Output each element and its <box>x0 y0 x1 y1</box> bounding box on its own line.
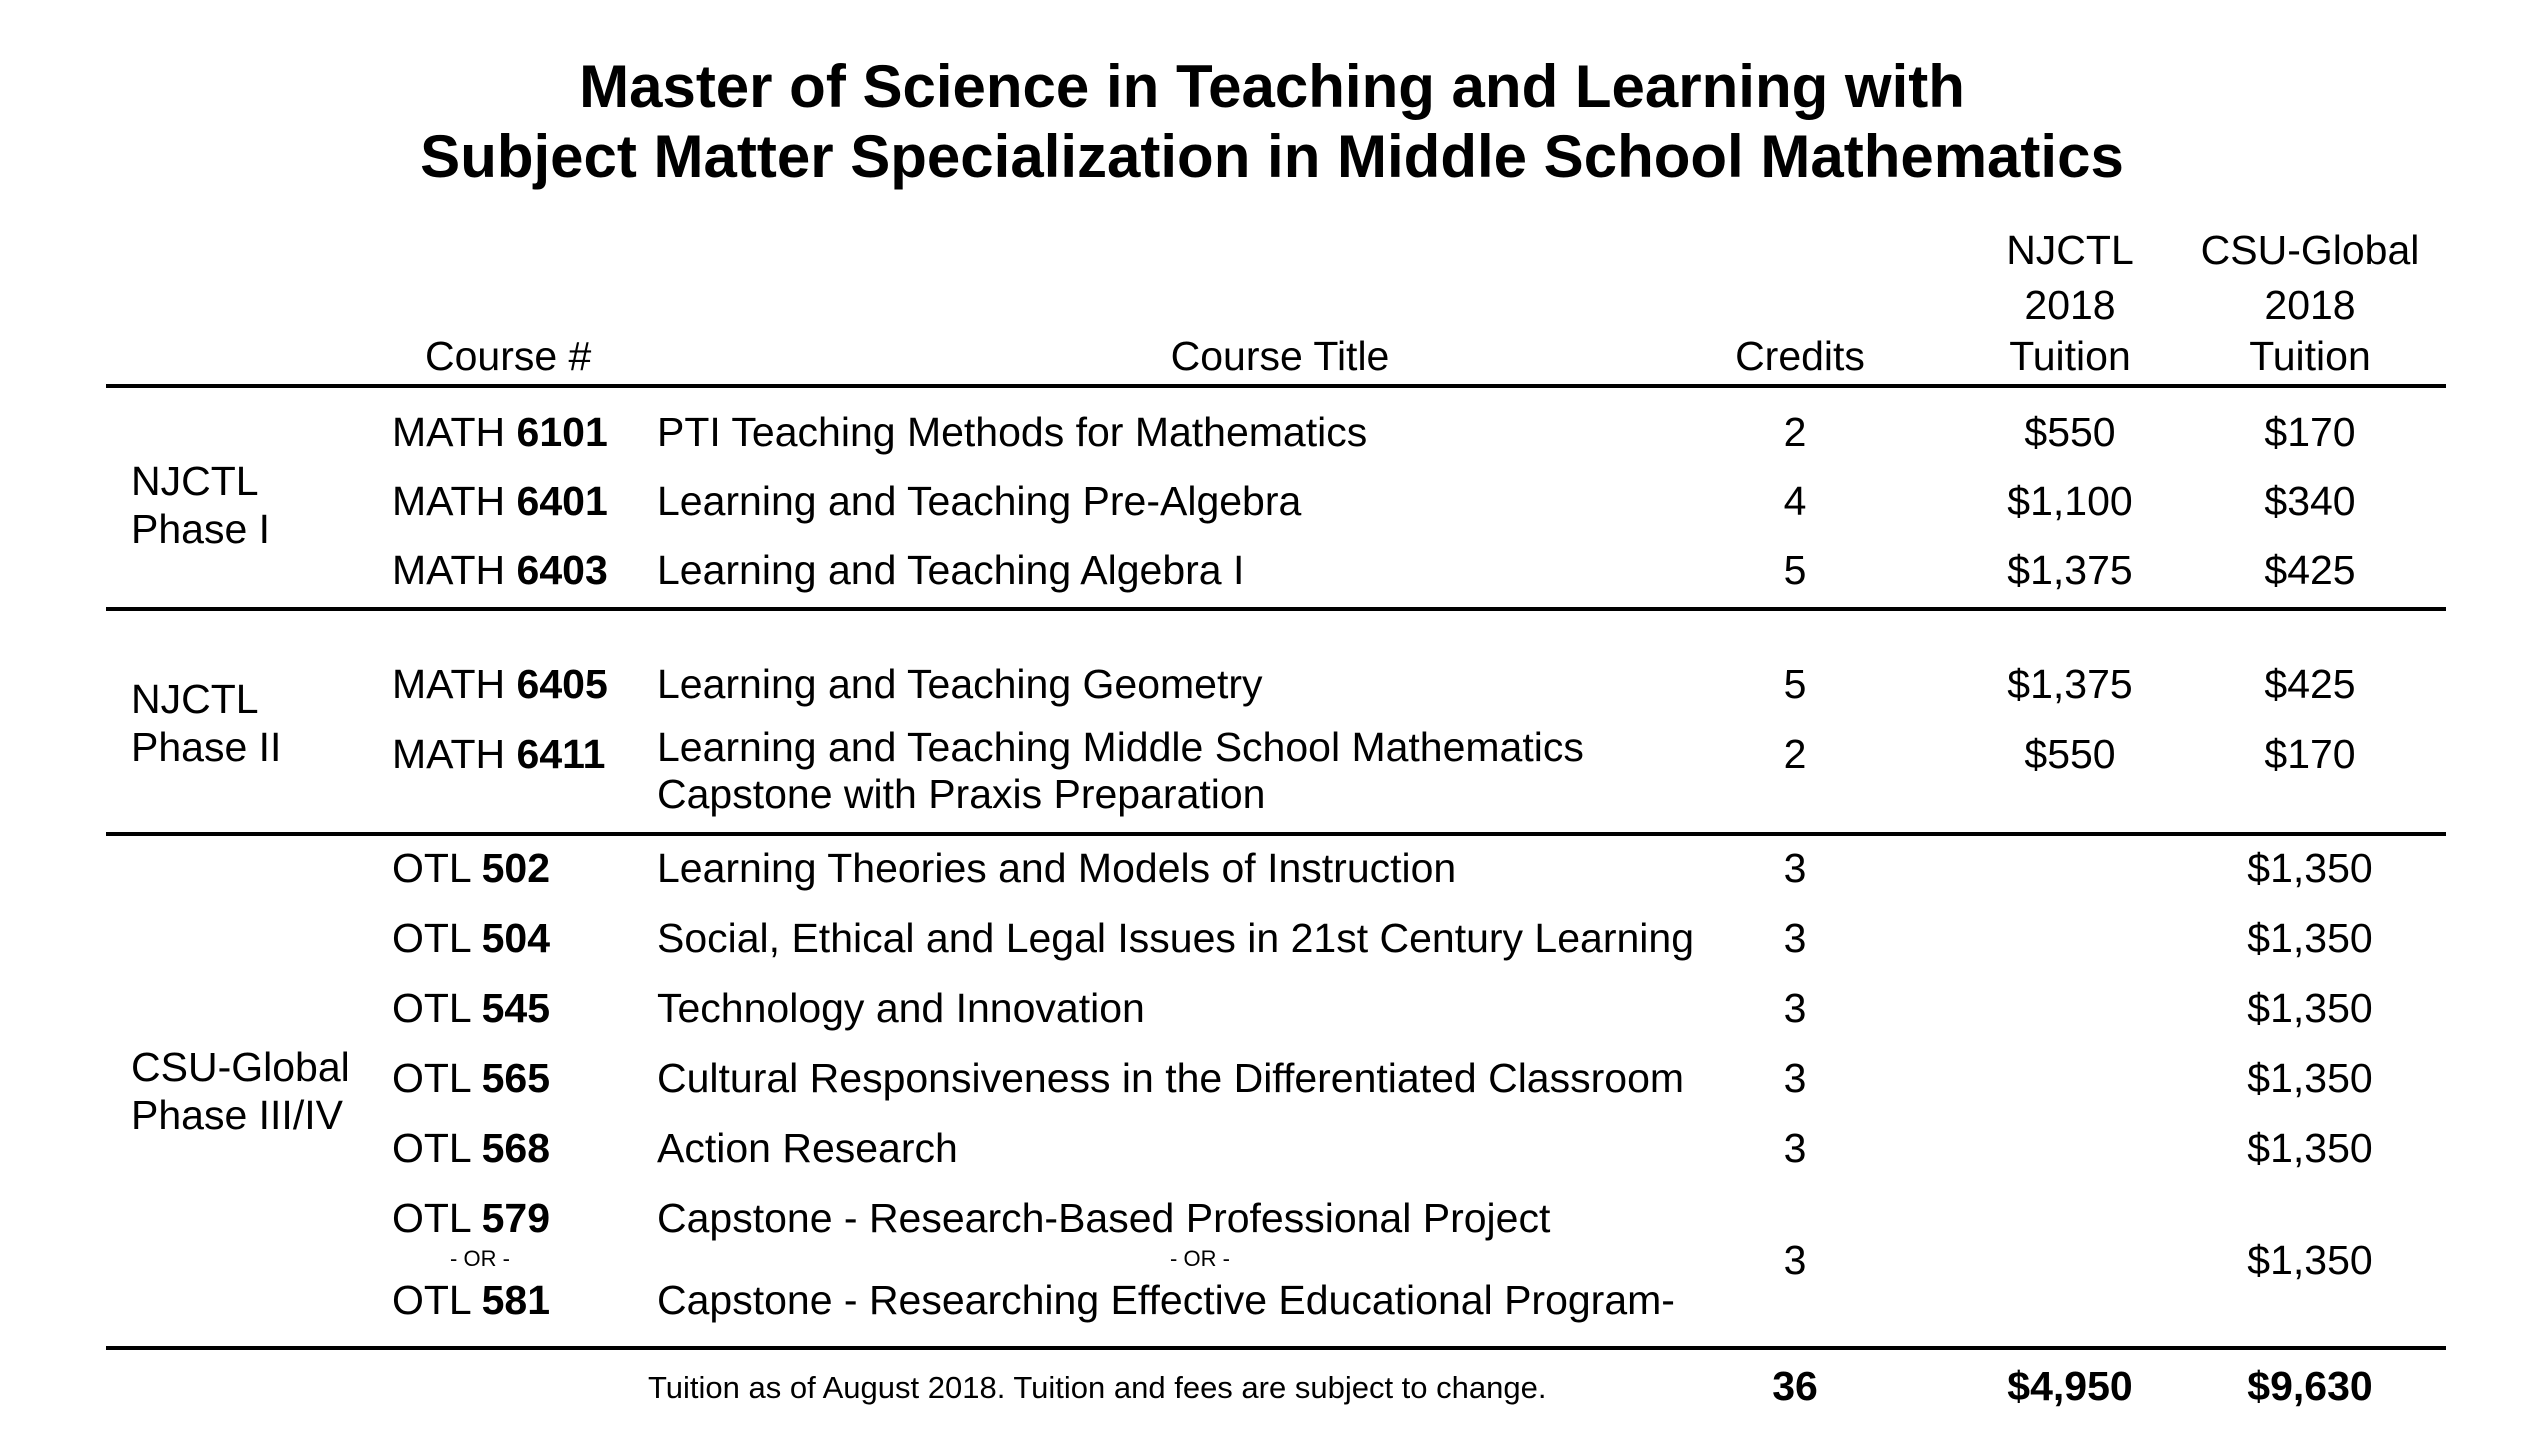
course-prefix: MATH <box>392 478 506 524</box>
csu-tuition-value: $1,350 <box>2247 985 2373 1031</box>
credits-value: 4 <box>1783 478 1807 524</box>
csu-tuition-value: $425 <box>2264 547 2356 593</box>
njctl-tuition-value: $550 <box>2024 409 2116 455</box>
credits-value: 5 <box>1783 547 1807 593</box>
course-number: 504 <box>481 915 551 961</box>
course-title: PTI Teaching Methods for Mathematics <box>657 409 1368 455</box>
course-number: 502 <box>481 845 551 891</box>
csu-tuition-value: $170 <box>2264 731 2356 777</box>
course-title: Learning and Teaching Algebra I <box>657 547 1245 593</box>
njctl-tuition-value: $1,375 <box>2007 661 2133 707</box>
or-separator-title: - OR - <box>1170 1246 1230 1271</box>
course-number: 545 <box>481 985 551 1031</box>
header-course-title: Course Title <box>1170 333 1390 379</box>
course-title: Action Research <box>657 1125 958 1171</box>
csu-tuition-value: $170 <box>2264 409 2356 455</box>
csu-tuition-value: $1,350 <box>2247 915 2373 961</box>
phase-2-label-line-2: Phase II <box>131 724 282 770</box>
table-row-alt <box>392 1276 550 1324</box>
csu-tuition-value: $1,350 <box>2247 845 2373 891</box>
phase-1-label-line-2: Phase I <box>131 506 271 552</box>
table-row <box>392 984 550 1032</box>
credits-value: 3 <box>1783 1125 1807 1171</box>
course-title: Learning and Teaching Middle School Mathematics <box>657 724 1584 770</box>
credits-value: 3 <box>1783 1055 1807 1101</box>
table-row <box>392 660 608 708</box>
course-number: 579 <box>481 1195 551 1241</box>
course-number: 6405 <box>516 661 608 707</box>
course-number: 6401 <box>516 478 608 524</box>
header-csu-line-3: Tuition <box>2249 333 2371 379</box>
course-prefix: MATH <box>392 547 506 593</box>
page-title-line-2: Subject Matter Specialization in Middle School Mathematics <box>420 123 2124 190</box>
njctl-tuition-total: $4,950 <box>2007 1363 2133 1409</box>
course-prefix: OTL <box>392 845 471 891</box>
credits-value: 3 <box>1783 915 1807 961</box>
credits-value: 3 <box>1783 1237 1807 1283</box>
course-prefix: OTL <box>392 1055 471 1101</box>
credits-value: 2 <box>1783 731 1807 777</box>
tuition-note: Tuition as of August 2018. Tuition and fees are subject to change. <box>648 1370 1547 1405</box>
course-number: 6411 <box>516 731 606 777</box>
course-prefix: OTL <box>392 915 471 961</box>
credits-value: 2 <box>1783 409 1807 455</box>
csu-tuition-value: $1,350 <box>2247 1237 2373 1283</box>
course-number: 6101 <box>516 409 608 455</box>
credits-value: 5 <box>1783 661 1807 707</box>
course-title: Capstone - Research-Based Professional Project <box>657 1195 1551 1241</box>
csu-tuition-value: $340 <box>2264 478 2356 524</box>
course-prefix: OTL <box>392 1195 471 1241</box>
table-row <box>392 914 550 962</box>
table-row <box>392 546 608 594</box>
course-prefix: OTL <box>392 985 471 1031</box>
credits-total: 36 <box>1772 1363 1818 1409</box>
course-title: Learning and Teaching Pre-Algebra <box>657 478 1302 524</box>
course-title-line-2: Capstone with Praxis Preparation <box>657 771 1266 817</box>
csu-tuition-total: $9,630 <box>2247 1363 2373 1409</box>
phase-1-label-line-1: NJCTL <box>131 458 259 504</box>
table-row <box>392 408 608 456</box>
course-title-alt: Capstone - Researching Effective Educational Program- <box>657 1277 1675 1323</box>
credits-value: 3 <box>1783 985 1807 1031</box>
phase-3-label-line-1: CSU-Global <box>131 1044 350 1090</box>
course-prefix: MATH <box>392 409 506 455</box>
table-row <box>392 730 605 778</box>
course-prefix: OTL <box>392 1125 471 1171</box>
phase-2-divider <box>106 832 2446 836</box>
table-row <box>392 1124 550 1172</box>
course-title: Learning Theories and Models of Instruction <box>657 845 1457 891</box>
njctl-tuition-value: $1,375 <box>2007 547 2133 593</box>
header-njctl-line-2: 2018 <box>2024 282 2116 328</box>
course-title: Learning and Teaching Geometry <box>657 661 1263 707</box>
header-credits: Credits <box>1735 333 1865 379</box>
phase-3-label-line-2: Phase III/IV <box>131 1092 343 1138</box>
page-title-line-1: Master of Science in Teaching and Learning with <box>579 53 1965 120</box>
header-csu-line-1: CSU-Global <box>2200 227 2420 273</box>
phase-1-divider <box>106 607 2446 611</box>
table-row <box>392 477 608 525</box>
csu-tuition-value: $1,350 <box>2247 1055 2373 1101</box>
course-title: Social, Ethical and Legal Issues in 21st Century Learning <box>657 915 1695 961</box>
course-number: 6403 <box>516 547 608 593</box>
course-number: 565 <box>481 1055 551 1101</box>
csu-tuition-value: $425 <box>2264 661 2356 707</box>
phase-2-label-line-1: NJCTL <box>131 676 259 722</box>
footer-divider <box>106 1346 2446 1350</box>
table-row <box>392 844 550 892</box>
course-number: 568 <box>481 1125 551 1171</box>
or-separator-course: - OR - <box>450 1246 510 1271</box>
header-njctl-line-3: Tuition <box>2009 333 2131 379</box>
header-csu-line-2: 2018 <box>2264 282 2356 328</box>
course-title: Technology and Innovation <box>657 985 1145 1031</box>
credits-value: 3 <box>1783 845 1807 891</box>
course-prefix: OTL <box>392 1277 471 1323</box>
njctl-tuition-value: $1,100 <box>2007 478 2133 524</box>
header-njctl-line-1: NJCTL <box>2006 227 2134 273</box>
course-prefix: MATH <box>392 661 506 707</box>
table-row <box>392 1194 550 1242</box>
header-divider <box>106 384 2446 388</box>
course-title: Cultural Responsiveness in the Differentiated Classroom <box>657 1055 1685 1101</box>
table-row <box>392 1054 550 1102</box>
csu-tuition-value: $1,350 <box>2247 1125 2373 1171</box>
header-course-number: Course # <box>425 333 592 379</box>
njctl-tuition-value: $550 <box>2024 731 2116 777</box>
course-prefix: MATH <box>392 731 506 777</box>
course-number: 581 <box>481 1277 551 1323</box>
